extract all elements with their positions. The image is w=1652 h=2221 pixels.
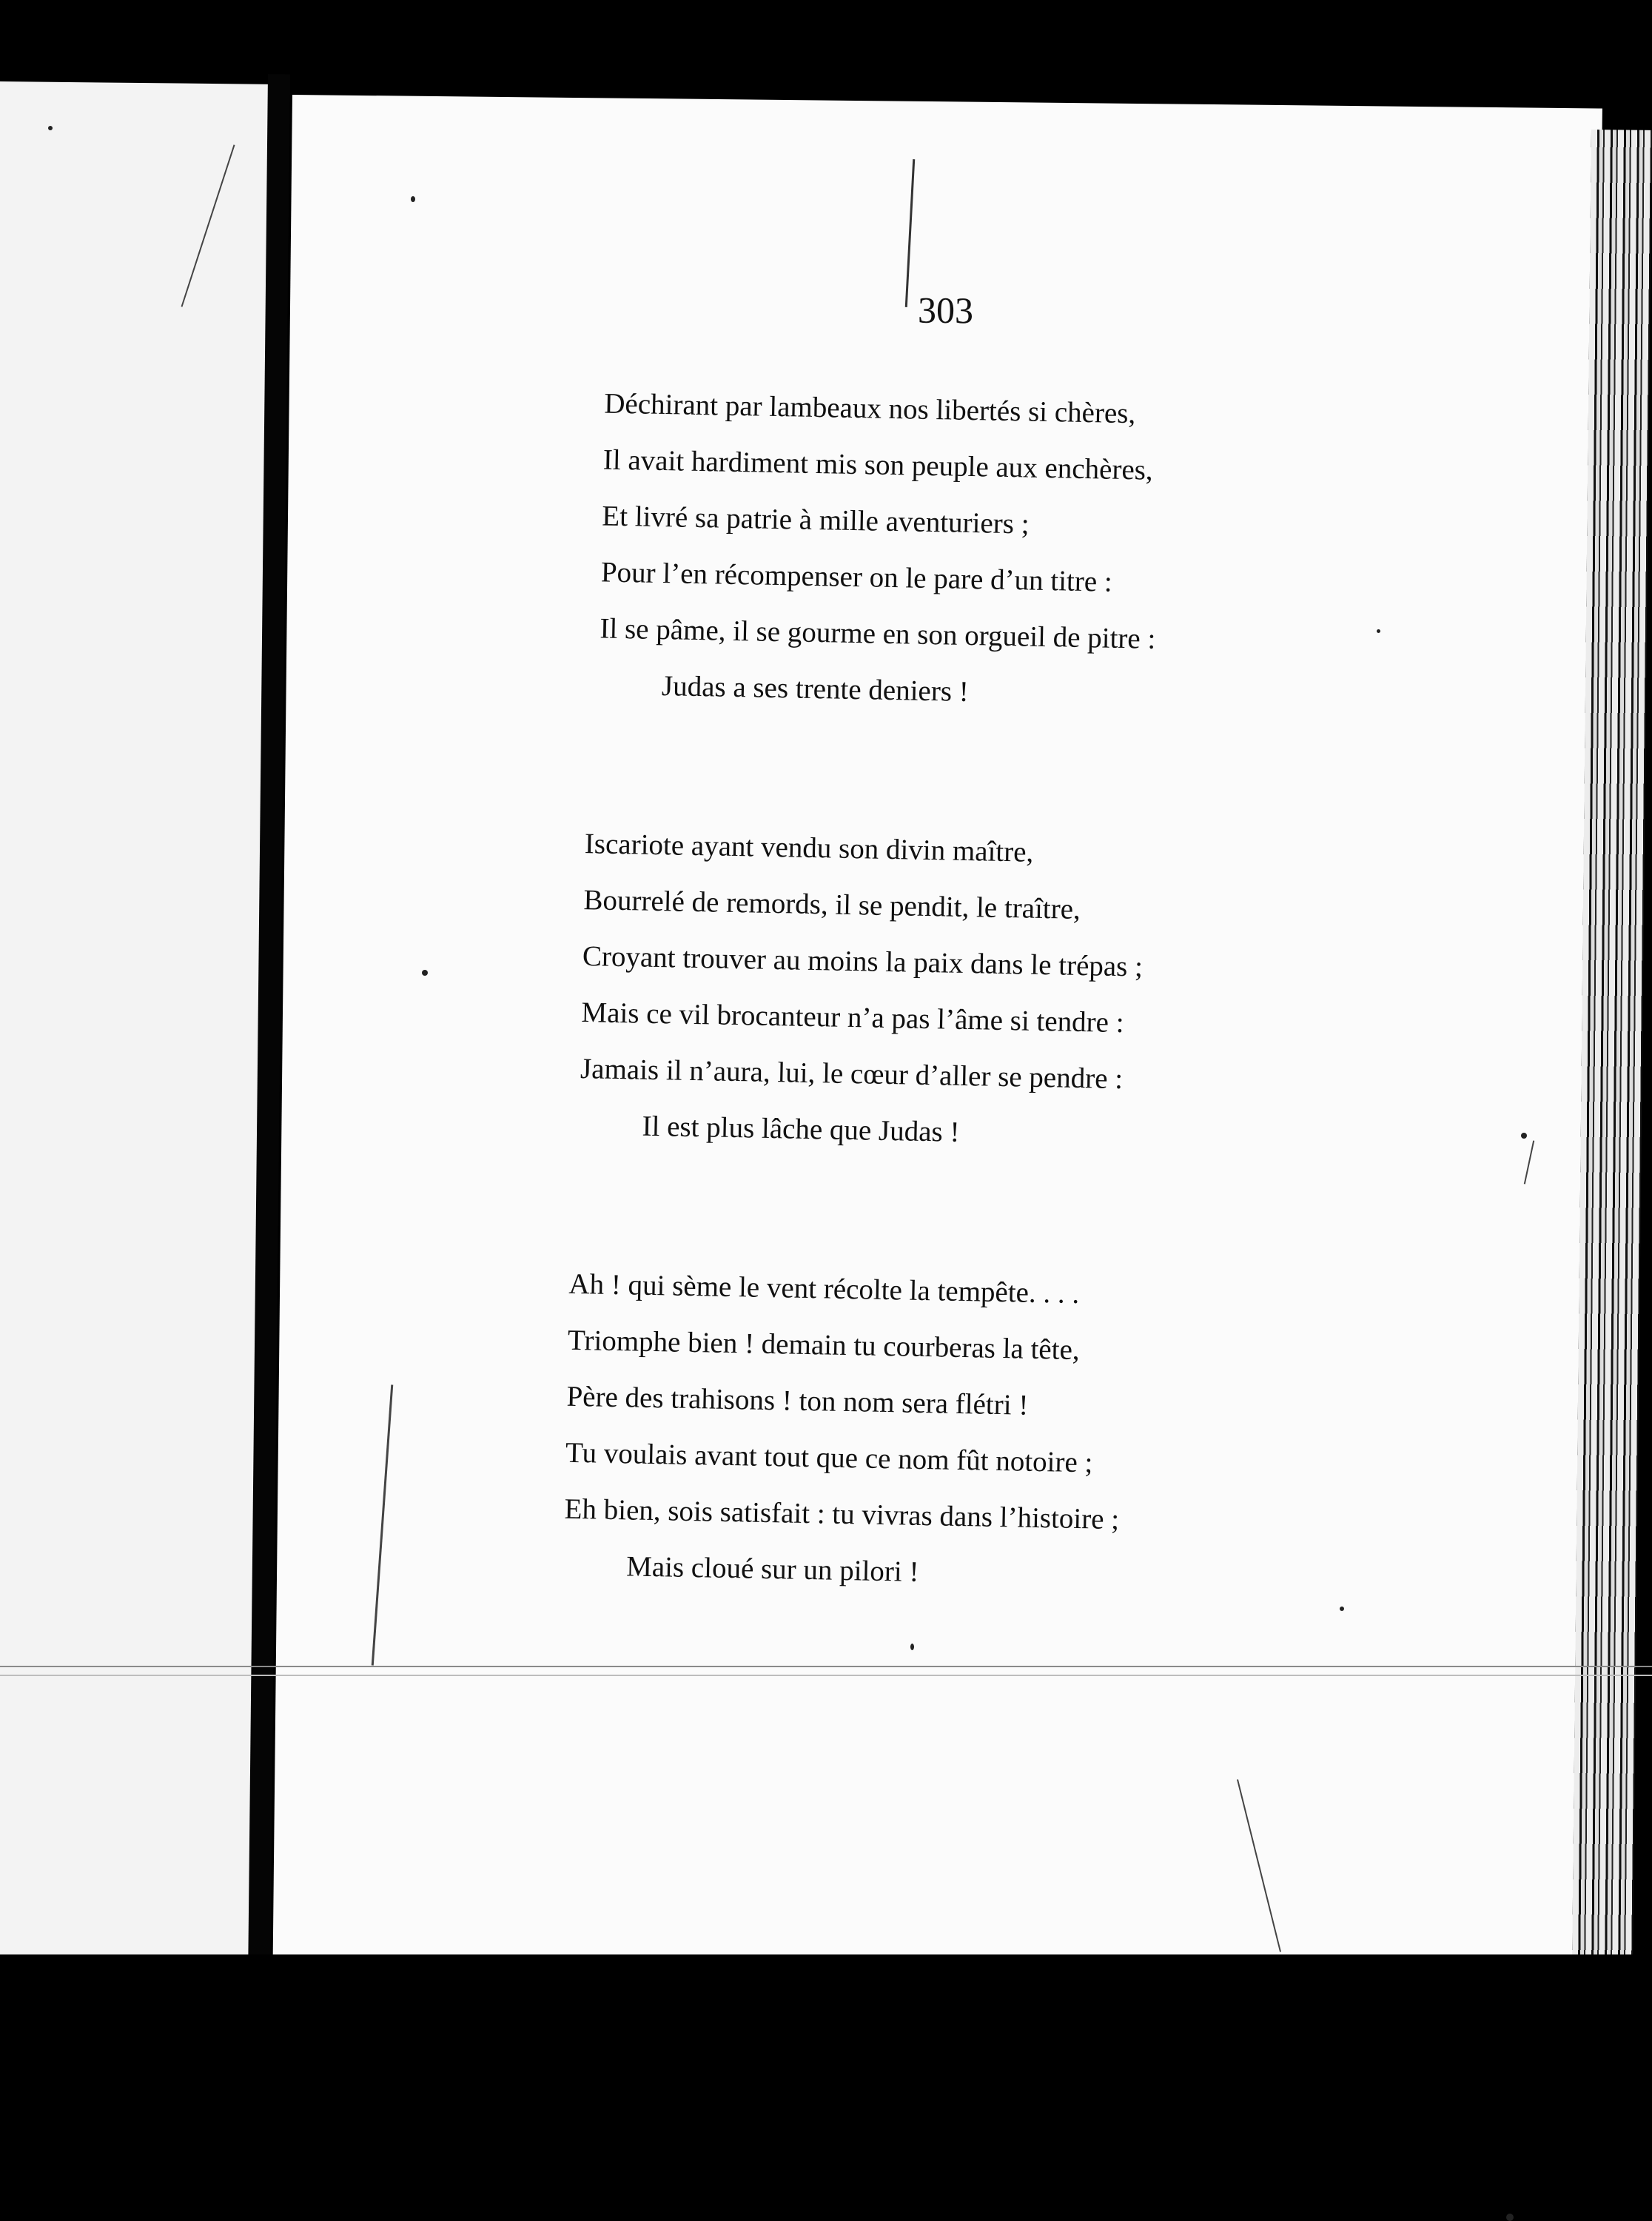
verse-line-refrain: Mais cloué sur un pilori ! xyxy=(625,1550,919,1588)
verse-line: Déchirant par lambeaux nos libertés si chères, xyxy=(603,387,1136,430)
verse-line: Il se pâme, il se gourme en son orgueil de pitre : xyxy=(600,612,1156,655)
scan-speck xyxy=(48,126,53,130)
scan-speck xyxy=(1377,629,1380,633)
verse-line-refrain: Judas a ses trente deniers ! xyxy=(661,670,970,708)
scan-speck xyxy=(1340,1607,1344,1611)
verse-line: Bourrelé de remords, il se pendit, le traître, xyxy=(583,884,1081,925)
scan-speck xyxy=(422,970,428,976)
verse-line: Eh bien, sois satisfait : tu vivras dans l’histoire ; xyxy=(564,1493,1120,1536)
verse-line: Mais ce vil brocanteur n’a pas l’âme si tendre : xyxy=(581,996,1124,1039)
scan-speck xyxy=(910,1644,914,1650)
verse-line: Croyant trouver au moins la paix dans le trépas ; xyxy=(582,940,1144,983)
verse-line: Ah ! qui sème le vent récolte la tempête. . . . xyxy=(568,1267,1080,1310)
scan-speck xyxy=(1506,2214,1514,2221)
verse-line: Iscariote ayant vendu son divin maître, xyxy=(584,828,1034,868)
verse-line: Père des trahisons ! ton nom sera flétri ! xyxy=(566,1380,1029,1421)
page-number: 303 xyxy=(917,289,974,332)
verse-line: Pour l’en récompenser on le pare d’un titre : xyxy=(600,556,1113,598)
verse-line: Il avait hardiment mis son peuple aux enchères, xyxy=(602,443,1154,486)
stanza-1 xyxy=(598,375,1161,723)
verse-line: Tu voulais avant tout que ce nom fût notoire ; xyxy=(565,1436,1093,1479)
verse-line: Jamais il n’aura, lui, le cœur d’aller se pendre : xyxy=(580,1053,1124,1096)
verse-line-refrain: Il est plus lâche que Judas ! xyxy=(642,1110,960,1148)
scan-speck xyxy=(411,196,415,202)
verse-line: Et livré sa patrie à mille aventuriers ; xyxy=(602,500,1030,540)
stanza-3 xyxy=(563,1256,1124,1604)
scan-speck xyxy=(1521,1133,1527,1139)
stanza-2 xyxy=(579,816,1146,1164)
verse-line: Triomphe bien ! demain tu courberas la tête, xyxy=(567,1324,1081,1367)
